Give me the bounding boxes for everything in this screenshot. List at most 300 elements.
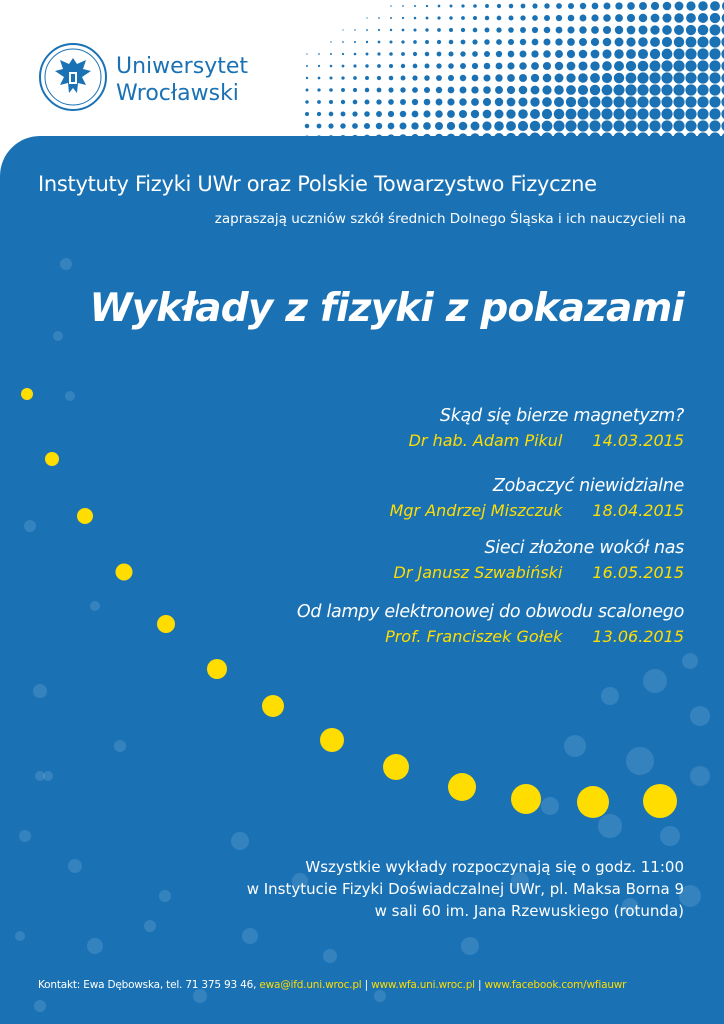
halftone-dot bbox=[650, 37, 660, 47]
halftone-dot bbox=[485, 28, 490, 33]
halftone-dot bbox=[436, 63, 441, 68]
halftone-dot bbox=[378, 17, 380, 19]
halftone-dot bbox=[424, 87, 430, 93]
halftone-dot bbox=[697, 84, 708, 95]
halftone-dot bbox=[614, 61, 624, 71]
halftone-dot bbox=[566, 109, 577, 120]
halftone-dot bbox=[520, 15, 525, 20]
halftone-dot bbox=[459, 110, 467, 118]
halftone-dot bbox=[317, 88, 320, 91]
halftone-dot bbox=[390, 29, 392, 31]
halftone-dot bbox=[601, 108, 612, 119]
halftone-dot bbox=[329, 76, 332, 79]
halftone-dot bbox=[590, 97, 601, 108]
halftone-dot bbox=[685, 48, 696, 59]
halftone-dot bbox=[460, 51, 465, 56]
halftone-dot bbox=[662, 49, 673, 60]
halftone-dot bbox=[651, 14, 660, 23]
halftone-dot bbox=[471, 110, 479, 118]
poster-panel bbox=[0, 136, 724, 1024]
halftone-dot bbox=[555, 74, 564, 83]
halftone-dot bbox=[437, 28, 441, 32]
yellow-dot bbox=[116, 564, 133, 581]
halftone-dot bbox=[685, 60, 696, 71]
halftone-dot bbox=[532, 27, 538, 33]
halftone-dot bbox=[638, 25, 647, 34]
halftone-dot bbox=[697, 36, 708, 47]
halftone-dot bbox=[402, 5, 404, 7]
lecture-item bbox=[409, 406, 684, 450]
faint-bubble bbox=[660, 826, 680, 846]
faint-bubble bbox=[193, 989, 207, 1003]
halftone-dot bbox=[578, 61, 587, 70]
halftone-dot bbox=[709, 108, 720, 119]
halftone-dot bbox=[589, 108, 600, 119]
halftone-dot bbox=[305, 100, 308, 103]
halftone-dot bbox=[601, 96, 612, 107]
university-name-line1: Uniwersytet bbox=[116, 54, 248, 79]
halftone-dot bbox=[579, 38, 587, 46]
halftone-dot bbox=[544, 15, 550, 21]
halftone-dot bbox=[590, 73, 600, 83]
halftone-dot bbox=[578, 73, 588, 83]
contact-email-link[interactable]: ewa@ifd.uni.wroc.pl bbox=[259, 979, 362, 991]
halftone-dot bbox=[531, 50, 538, 57]
halftone-dot bbox=[590, 61, 599, 70]
halftone-dot bbox=[639, 14, 647, 22]
halftone-dot bbox=[675, 2, 684, 11]
halftone-dot bbox=[400, 111, 407, 118]
halftone-dot bbox=[521, 4, 526, 9]
faint-bubble bbox=[626, 747, 654, 775]
halftone-dot bbox=[697, 48, 708, 59]
halftone-dot bbox=[649, 108, 660, 119]
halftone-dot bbox=[530, 121, 540, 131]
halftone-dot bbox=[686, 25, 696, 35]
halftone-dot bbox=[602, 73, 612, 83]
halftone-dot bbox=[437, 40, 441, 44]
faint-bubble bbox=[690, 766, 710, 786]
halftone-dot bbox=[554, 109, 565, 120]
halftone-dot bbox=[518, 109, 528, 119]
halftone-dot bbox=[709, 84, 720, 95]
halftone-dot bbox=[637, 120, 648, 131]
halftone-dot bbox=[389, 64, 393, 68]
halftone-dot bbox=[376, 99, 381, 104]
halftone-dot bbox=[459, 122, 468, 131]
halftone-dot bbox=[448, 63, 454, 69]
halftone-dot bbox=[388, 87, 393, 92]
halftone-dot bbox=[352, 123, 358, 129]
halftone-dot bbox=[553, 120, 564, 131]
halftone-dot bbox=[602, 49, 611, 58]
halftone-dot bbox=[495, 110, 504, 119]
halftone-dot bbox=[627, 2, 635, 10]
lecture-title: Od lampy elektronowej do obwodu scalonego bbox=[296, 602, 684, 622]
faint-bubble bbox=[231, 832, 249, 850]
halftone-dot bbox=[532, 15, 538, 21]
halftone-dot bbox=[697, 60, 708, 71]
halftone-dot bbox=[649, 72, 660, 83]
halftone-dot bbox=[506, 109, 515, 118]
halftone-dot bbox=[555, 62, 563, 70]
halftone-dot bbox=[353, 64, 356, 67]
faint-bubble bbox=[643, 669, 667, 693]
halftone-dot bbox=[365, 88, 370, 93]
halftone-pattern bbox=[295, 0, 724, 140]
halftone-dot bbox=[448, 87, 455, 94]
facebook-link[interactable]: www.facebook.com/wfiauwr bbox=[484, 979, 627, 991]
halftone-dot bbox=[649, 96, 660, 107]
halftone-dot bbox=[686, 1, 695, 10]
halftone-dot bbox=[494, 121, 504, 131]
halftone-dot bbox=[484, 51, 490, 57]
halftone-dot bbox=[625, 96, 636, 107]
halftone-dot bbox=[543, 38, 550, 45]
halftone-dot bbox=[388, 123, 395, 130]
halftone-dot bbox=[613, 108, 624, 119]
halftone-dot bbox=[485, 4, 489, 8]
lecture-title: Skąd się bierze magnetyzm? bbox=[439, 406, 684, 426]
halftone-dot bbox=[306, 77, 308, 79]
halftone-dot bbox=[459, 98, 467, 106]
halftone-dot bbox=[364, 123, 370, 129]
halftone-dot bbox=[317, 124, 322, 129]
halftone-dot bbox=[662, 25, 672, 35]
halftone-dot bbox=[531, 62, 539, 70]
contact-separator: | bbox=[474, 979, 485, 991]
halftone-dot bbox=[710, 13, 720, 23]
halftone-dot bbox=[603, 38, 612, 47]
halftone-dot bbox=[328, 123, 333, 128]
halftone-dot bbox=[697, 72, 708, 83]
halftone-dot bbox=[626, 37, 635, 46]
halftone-dot bbox=[637, 84, 648, 95]
faint-bubble bbox=[68, 859, 82, 873]
halftone-dot bbox=[390, 17, 392, 19]
halftone-dot bbox=[591, 14, 598, 21]
halftone-dot bbox=[413, 52, 417, 56]
halftone-dot bbox=[661, 108, 672, 119]
faint-bubble bbox=[33, 684, 47, 698]
halftone-dot bbox=[661, 60, 672, 71]
halftone-dot bbox=[649, 120, 660, 131]
halftone-dot bbox=[603, 2, 610, 9]
halftone-dot bbox=[353, 76, 357, 80]
halftone-dot bbox=[580, 3, 586, 9]
halftone-dot bbox=[661, 120, 672, 131]
halftone-dot bbox=[615, 26, 623, 34]
halftone-dot bbox=[389, 40, 392, 43]
halftone-dot bbox=[578, 97, 589, 108]
halftone-dot bbox=[556, 15, 562, 21]
halftone-dot bbox=[627, 14, 635, 22]
halftone-dot bbox=[483, 98, 491, 106]
halftone-dot bbox=[400, 99, 406, 105]
halftone-dot bbox=[530, 97, 539, 106]
university-name bbox=[116, 53, 248, 107]
halftone-dot bbox=[531, 86, 540, 95]
halftone-dot bbox=[674, 37, 684, 47]
halftone-dot bbox=[625, 108, 636, 119]
halftone-dot bbox=[342, 65, 345, 68]
halftone-dot bbox=[306, 53, 307, 54]
halftone-dot bbox=[567, 26, 574, 33]
lecture-speaker: Dr hab. Adam Pikul bbox=[408, 431, 563, 450]
halftone-dot bbox=[460, 63, 466, 69]
halftone-dot bbox=[697, 120, 708, 131]
halftone-dot bbox=[544, 3, 549, 8]
yellow-dot bbox=[320, 728, 344, 752]
halftone-dot bbox=[483, 86, 491, 94]
halftone-dot bbox=[698, 1, 708, 11]
halftone-dot bbox=[330, 53, 332, 55]
lecture-speaker: Prof. Franciszek Gołek bbox=[385, 627, 563, 646]
halftone-dot bbox=[414, 17, 417, 20]
halftone-dot bbox=[496, 63, 503, 70]
halftone-dot bbox=[591, 50, 600, 59]
halftone-dot bbox=[577, 120, 588, 131]
yellow-dot bbox=[45, 452, 59, 466]
halftone-dot bbox=[567, 62, 576, 71]
faculty-website-link[interactable]: www.wfa.uni.wroc.pl bbox=[371, 979, 475, 991]
halftone-dot bbox=[354, 41, 356, 43]
halftone-dot bbox=[401, 76, 406, 81]
halftone-dot bbox=[461, 16, 465, 20]
faint-bubble bbox=[53, 331, 63, 341]
halftone-dot bbox=[649, 84, 660, 95]
halftone-dot bbox=[401, 64, 405, 68]
halftone-dot bbox=[471, 122, 480, 131]
halftone-dot bbox=[625, 120, 636, 131]
halftone-dot bbox=[472, 63, 478, 69]
contact-separator: | bbox=[361, 979, 372, 991]
halftone-dot bbox=[556, 3, 562, 9]
halftone-dot bbox=[473, 28, 478, 33]
halftone-dot bbox=[544, 27, 551, 34]
university-name-line2: Wrocławski bbox=[116, 81, 239, 106]
faint-bubble bbox=[34, 1000, 46, 1012]
halftone-dot bbox=[426, 5, 428, 7]
halftone-dot bbox=[306, 65, 308, 67]
halftone-dot bbox=[508, 39, 514, 45]
halftone-dot bbox=[377, 88, 382, 93]
halftone-dot bbox=[519, 62, 526, 69]
halftone-dot bbox=[461, 28, 465, 32]
halftone-dot bbox=[626, 73, 637, 84]
lecture-date: 14.03.2015 bbox=[592, 431, 684, 450]
contact-footer bbox=[38, 979, 626, 991]
halftone-dot bbox=[377, 64, 381, 68]
event-info-line1: Wszystkie wykłady rozpoczynają się o godz. 11:00 bbox=[305, 858, 684, 876]
halftone-dot bbox=[567, 50, 575, 58]
halftone-dot bbox=[364, 111, 370, 117]
halftone-dot bbox=[389, 76, 394, 81]
halftone-dot bbox=[413, 64, 418, 69]
yellow-dot bbox=[262, 695, 284, 717]
lecture-item bbox=[394, 538, 684, 582]
halftone-dot bbox=[578, 85, 588, 95]
halftone-dot bbox=[437, 16, 440, 19]
halftone-dot bbox=[472, 51, 478, 57]
halftone-dot bbox=[518, 121, 528, 131]
faint-bubble bbox=[24, 520, 36, 532]
halftone-dot bbox=[542, 97, 552, 107]
halftone-dot bbox=[483, 110, 492, 119]
yellow-dot bbox=[448, 773, 476, 801]
halftone-dot bbox=[401, 52, 405, 56]
halftone-dot bbox=[342, 41, 344, 43]
halftone-dot bbox=[473, 16, 477, 20]
halftone-dot bbox=[543, 62, 551, 70]
halftone-dot bbox=[376, 111, 382, 117]
halftone-dot bbox=[566, 73, 575, 82]
halftone-dot bbox=[471, 98, 479, 106]
yellow-dot bbox=[511, 784, 541, 814]
halftone-dot bbox=[411, 122, 418, 129]
faint-bubble bbox=[19, 830, 31, 842]
halftone-dot bbox=[365, 64, 368, 67]
halftone-dot bbox=[317, 112, 321, 116]
halftone-dot bbox=[591, 38, 599, 46]
halftone-dot bbox=[354, 29, 356, 31]
halftone-dot bbox=[650, 25, 659, 34]
halftone-dot bbox=[615, 38, 624, 47]
lecture-date: 18.04.2015 bbox=[592, 501, 684, 520]
halftone-dot bbox=[661, 96, 672, 107]
halftone-dot bbox=[495, 86, 503, 94]
halftone-dot bbox=[460, 87, 467, 94]
halftone-dot bbox=[461, 40, 466, 45]
faint-bubble bbox=[323, 949, 337, 963]
halftone-dot bbox=[449, 28, 453, 32]
halftone-dot bbox=[449, 40, 454, 45]
halftone-dot bbox=[709, 120, 720, 131]
faint-bubble bbox=[65, 391, 75, 401]
halftone-dot bbox=[402, 17, 404, 19]
halftone-dot bbox=[497, 16, 502, 21]
halftone-dot bbox=[685, 84, 696, 95]
faint-bubble bbox=[690, 706, 710, 726]
halftone-dot bbox=[542, 121, 553, 132]
halftone-dot bbox=[353, 100, 358, 105]
halftone-dot bbox=[506, 121, 516, 131]
halftone-dot bbox=[438, 5, 441, 8]
halftone-dot bbox=[436, 99, 443, 106]
yellow-dot bbox=[577, 786, 609, 818]
faint-bubble bbox=[87, 938, 103, 954]
halftone-dot bbox=[603, 26, 611, 34]
halftone-dot bbox=[447, 122, 455, 130]
halftone-dot bbox=[402, 29, 405, 32]
lecture-speaker: Mgr Andrzej Miszczuk bbox=[389, 501, 563, 520]
halftone-dot bbox=[568, 3, 574, 9]
halftone-dot bbox=[472, 39, 477, 44]
halftone-dot bbox=[412, 111, 419, 118]
halftone-dot bbox=[472, 75, 479, 82]
halftone-dot bbox=[518, 97, 527, 106]
halftone-dot bbox=[685, 108, 696, 119]
halftone-dot bbox=[366, 41, 368, 43]
halftone-dot bbox=[579, 50, 588, 59]
halftone-dot bbox=[661, 84, 672, 95]
halftone-dot bbox=[520, 51, 527, 58]
halftone-dot bbox=[305, 112, 309, 116]
halftone-dot bbox=[698, 13, 708, 23]
halftone-dot bbox=[614, 73, 625, 84]
halftone-dot bbox=[496, 39, 502, 45]
halftone-dot bbox=[602, 61, 612, 71]
halftone-dot bbox=[497, 4, 501, 8]
halftone-dot bbox=[698, 25, 709, 36]
yellow-dot bbox=[207, 659, 227, 679]
halftone-dot bbox=[542, 109, 552, 119]
halftone-dot bbox=[555, 50, 563, 58]
halftone-dot bbox=[650, 61, 661, 72]
faint-bubble bbox=[564, 735, 586, 757]
halftone-dot bbox=[425, 28, 428, 31]
halftone-dot bbox=[532, 39, 539, 46]
halftone-dot bbox=[580, 15, 587, 22]
halftone-dot bbox=[366, 53, 369, 56]
halftone-dot bbox=[508, 27, 514, 33]
halftone-dot bbox=[496, 51, 502, 57]
halftone-dot bbox=[673, 72, 684, 83]
halftone-dot bbox=[330, 41, 331, 42]
faint-bubble bbox=[35, 771, 45, 781]
poster-title: Wykłady z fizyki z pokazami bbox=[89, 286, 684, 331]
halftone-dot bbox=[365, 76, 369, 80]
faint-bubble bbox=[374, 990, 386, 1002]
halftone-dot bbox=[366, 29, 368, 31]
halftone-dot bbox=[543, 74, 552, 83]
halftone-dot bbox=[530, 109, 540, 119]
halftone-dot bbox=[460, 75, 466, 81]
halftone-dot bbox=[495, 74, 502, 81]
halftone-dot bbox=[399, 122, 406, 129]
halftone-dot bbox=[589, 120, 600, 131]
faint-bubble bbox=[682, 653, 698, 669]
halftone-dot bbox=[685, 96, 696, 107]
halftone-dot bbox=[710, 25, 721, 36]
halftone-dot bbox=[341, 88, 345, 92]
halftone-dot bbox=[568, 15, 575, 22]
halftone-dot bbox=[412, 87, 418, 93]
halftone-dot bbox=[423, 122, 431, 130]
halftone-dot bbox=[437, 52, 442, 57]
halftone-dot bbox=[710, 1, 720, 11]
contact-label: Kontakt: Ewa Dębowska, tel. 71 375 93 46, bbox=[38, 979, 257, 991]
halftone-dot bbox=[447, 110, 455, 118]
halftone-dot bbox=[507, 98, 516, 107]
halftone-dot bbox=[639, 2, 647, 10]
halftone-dot bbox=[531, 74, 539, 82]
halftone-dot bbox=[673, 120, 684, 131]
halftone-dot bbox=[341, 76, 344, 79]
lecture-title: Zobaczyć niewidzialne bbox=[492, 476, 684, 496]
halftone-dot bbox=[484, 39, 489, 44]
halftone-dot bbox=[340, 123, 345, 128]
halftone-dot bbox=[662, 13, 671, 22]
halftone-dot bbox=[590, 85, 600, 95]
halftone-dot bbox=[389, 52, 393, 56]
halftone-dot bbox=[543, 50, 551, 58]
halftone-dot bbox=[650, 49, 660, 59]
halftone-dot bbox=[366, 17, 367, 18]
halftone-dot bbox=[377, 52, 380, 55]
halftone-dot bbox=[627, 26, 636, 35]
lecture-title: Sieci złożone wokół nas bbox=[484, 538, 684, 558]
